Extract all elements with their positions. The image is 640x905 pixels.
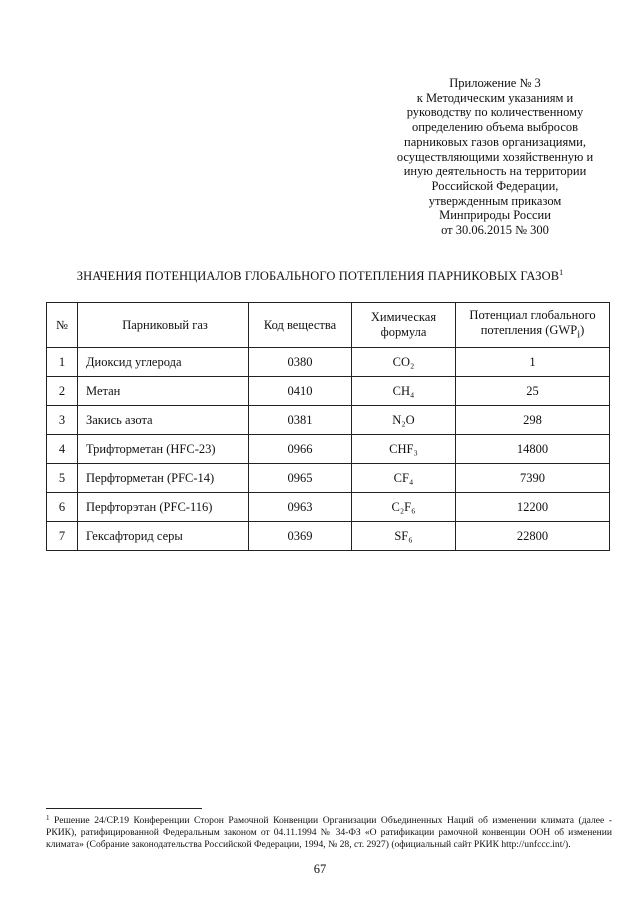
cell-gas: Метан (78, 377, 249, 406)
footnote-text: Решение 24/СР.19 Конференции Сторон Рамочной Конвенции Организации Объединенных Наций об изменении климата (далее - РКИК), ратифицированной Федеральным законом от 04.11.1994 № 34-ФЗ «О ратификации рамочной конвенции ООН об изменении климата» (Собрание законодательства Российской Федерации, 1994, № 28, ст. 2927) (официальный сайт РКИК http://unfccc.int/). (46, 815, 612, 851)
header-gwp-line1: Потенциал глобального (469, 307, 596, 322)
header-num: № (47, 303, 78, 348)
cell-num: 1 (47, 348, 78, 377)
cell-num: 2 (47, 377, 78, 406)
appendix-line: осуществляющими хозяйственную и (396, 149, 594, 164)
header-gwp-subscript: i (577, 329, 581, 341)
cell-gwp: 12200 (456, 493, 610, 522)
cell-formula: N₂O (352, 406, 456, 435)
page-number: 67 (313, 862, 327, 876)
appendix-line: руководству по количественному (406, 105, 584, 120)
cell-formula: CH₄ (352, 377, 456, 406)
appendix-line: Российской Федерации, (431, 178, 559, 193)
cell-formula: SF₆ (352, 522, 456, 551)
appendix-line: Приложение № 3 (449, 76, 541, 90)
cell-num: 4 (47, 435, 78, 464)
cell-gas: Трифторметан (HFC-23) (78, 435, 249, 464)
table-header-row (47, 303, 610, 348)
footnote-reference[interactable]: 1 (559, 268, 564, 277)
footnote (46, 812, 612, 852)
appendix-line: от 30.06.2015 № 300 (441, 223, 549, 238)
cell-gas: Гексафторид серы (78, 522, 249, 551)
cell-code: 0381 (249, 406, 352, 435)
cell-formula: CF₄ (352, 464, 456, 493)
header-gas: Парниковый газ (78, 303, 249, 348)
header-code: Код вещества (249, 303, 352, 348)
appendix-line: иную деятельность на территории (403, 164, 587, 179)
appendix-line: парниковых газов организациями, (404, 134, 586, 149)
table-row (47, 377, 610, 406)
gwp-table (46, 302, 610, 551)
cell-code: 0966 (249, 435, 352, 464)
cell-formula: CHF₃ (352, 435, 456, 464)
cell-formula: CO₂ (352, 348, 456, 377)
cell-gwp: 1 (456, 348, 610, 377)
table-row (47, 493, 610, 522)
title-text: ЗНАЧЕНИЯ ПОТЕНЦИАЛОВ ГЛОБАЛЬНОГО ПОТЕПЛЕНИЯ ПАРНИКОВЫХ ГАЗОВ (76, 269, 560, 283)
cell-gas: Закись азота (78, 406, 249, 435)
header-formula (352, 303, 456, 348)
footnote-divider (46, 808, 202, 809)
header-formula-line2: формула (380, 325, 427, 339)
cell-gwp: 22800 (456, 522, 610, 551)
header-formula-line1: Химическая (370, 310, 437, 324)
footnote-marker: 1 (46, 814, 50, 822)
table-row (47, 435, 610, 464)
cell-formula: C₂F₆ (352, 493, 456, 522)
header-gwp-close: ) (580, 322, 585, 337)
cell-gwp: 14800 (456, 435, 610, 464)
cell-gwp: 298 (456, 406, 610, 435)
appendix-header (380, 76, 610, 238)
table-row (47, 348, 610, 377)
cell-num: 6 (47, 493, 78, 522)
table-row (47, 522, 610, 551)
cell-num: 5 (47, 464, 78, 493)
cell-num: 3 (47, 406, 78, 435)
page-title (40, 268, 600, 284)
cell-gwp: 25 (456, 377, 610, 406)
cell-num: 7 (47, 522, 78, 551)
table-row (47, 464, 610, 493)
appendix-line: Минприроды России (439, 208, 551, 223)
cell-gas: Перфторэтан (PFC-116) (78, 493, 249, 522)
header-gwp-line2: потепления (GWP (480, 322, 578, 337)
cell-code: 0369 (249, 522, 352, 551)
cell-code: 0380 (249, 348, 352, 377)
header-gwp (456, 303, 610, 348)
cell-gas: Перфторметан (PFC-14) (78, 464, 249, 493)
cell-code: 0410 (249, 377, 352, 406)
appendix-line: определению объема выбросов (411, 120, 579, 135)
cell-code: 0965 (249, 464, 352, 493)
cell-gwp: 7390 (456, 464, 610, 493)
cell-gas: Диоксид углерода (78, 348, 249, 377)
appendix-line: к Методическим указаниям и (416, 90, 574, 105)
appendix-line: утвержденным приказом (428, 193, 562, 208)
table-row (47, 406, 610, 435)
cell-code: 0963 (249, 493, 352, 522)
